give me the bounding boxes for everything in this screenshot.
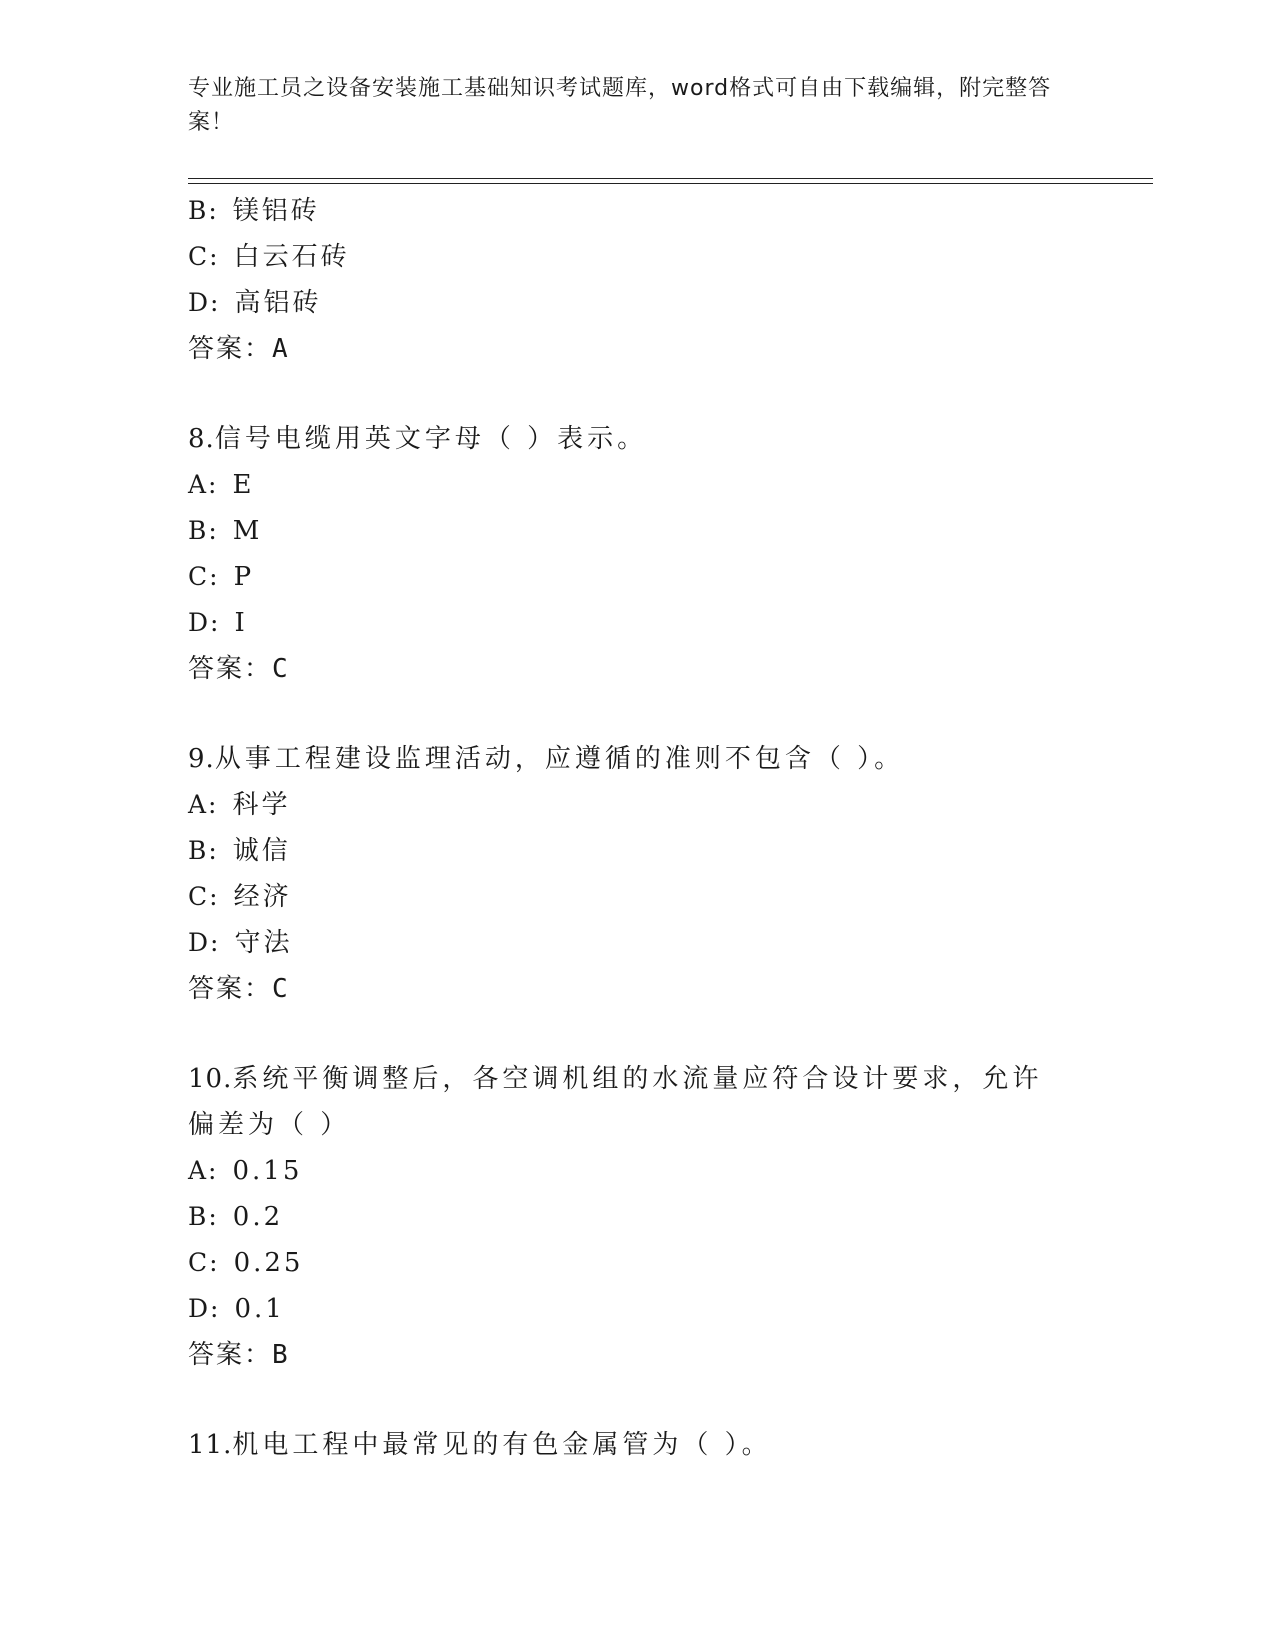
header-text: 专业施工员之设备安装施工基础知识考试题库，word格式可自由下载编辑，附完整答案！: [188, 76, 1052, 135]
answer-line: [188, 326, 1148, 372]
option-text: 0.25: [233, 1248, 304, 1278]
option-label: C:: [188, 1248, 220, 1277]
answer-line: [188, 646, 1148, 692]
option-b: [188, 828, 1148, 874]
option-c: [188, 554, 1148, 600]
answer-label: 答案：: [188, 334, 273, 364]
option-text: 守法: [234, 928, 293, 958]
option-c: [188, 1240, 1148, 1286]
option-text: E: [232, 470, 255, 500]
option-b: [188, 1194, 1148, 1240]
option-label: D:: [188, 288, 221, 317]
option-d: [188, 920, 1148, 966]
question-11: [188, 1422, 1148, 1468]
option-label: B:: [188, 836, 219, 865]
option-text: 高铝砖: [234, 288, 322, 318]
option-label: B:: [188, 196, 219, 225]
question-9: [188, 736, 1148, 782]
option-label: A:: [188, 1156, 219, 1185]
question-number: 8.: [188, 424, 215, 454]
answer-label: 答案：: [188, 974, 273, 1004]
option-text: 白云石砖: [233, 242, 350, 272]
option-text: 0.15: [232, 1156, 303, 1186]
question-text: 系统平衡调整后，各空调机组的水流量应符合设计要求，允许偏差为（ ）: [188, 1064, 1043, 1140]
option-label: C:: [188, 882, 220, 911]
option-label: B:: [188, 1202, 219, 1231]
question-number: 11.: [188, 1430, 233, 1460]
option-text: 科学: [232, 790, 291, 820]
option-d: [188, 600, 1148, 646]
header-rule-bottom: [188, 183, 1153, 184]
option-text: 0.2: [232, 1202, 284, 1232]
option-label: A:: [188, 470, 219, 499]
option-text: 诚信: [232, 836, 291, 866]
question-8: [188, 416, 1148, 462]
question-text: 信号电缆用英文字母（ ）表示。: [214, 424, 648, 454]
document-header: [188, 72, 1068, 140]
answer-line: [188, 1332, 1148, 1378]
answer-value: C: [272, 654, 290, 684]
option-text: I: [234, 608, 248, 638]
option-label: C:: [188, 562, 220, 591]
question-number: 9.: [188, 744, 215, 774]
question-number: 10.: [188, 1064, 233, 1094]
answer-value: A: [272, 334, 290, 364]
answer-value: C: [272, 974, 290, 1004]
answer-line: [188, 966, 1148, 1012]
option-label: C:: [188, 242, 220, 271]
option-b: [188, 508, 1148, 554]
header-rule-top: [188, 178, 1153, 179]
option-text: 0.1: [234, 1294, 285, 1324]
option-c: [188, 234, 1148, 280]
answer-value: B: [272, 1340, 290, 1370]
option-label: A:: [188, 790, 219, 819]
option-c: [188, 874, 1148, 920]
answer-label: 答案：: [188, 1340, 273, 1370]
question-list: [188, 188, 1148, 1468]
option-d: [188, 1286, 1148, 1332]
question-10: [188, 1056, 1068, 1148]
question-text: 机电工程中最常见的有色金属管为（ ）。: [232, 1430, 772, 1460]
option-text: 经济: [233, 882, 292, 912]
option-text: 镁铝砖: [232, 196, 320, 226]
option-text: P: [233, 562, 255, 592]
option-label: B:: [188, 516, 219, 545]
option-d: [188, 280, 1148, 326]
option-a: [188, 782, 1148, 828]
option-text: M: [232, 516, 263, 546]
option-label: D:: [188, 608, 221, 637]
option-a: [188, 462, 1148, 508]
answer-label: 答案：: [188, 654, 273, 684]
option-b: [188, 188, 1148, 234]
option-label: D:: [188, 928, 221, 957]
option-label: D:: [188, 1294, 221, 1323]
option-a: [188, 1148, 1148, 1194]
question-text: 从事工程建设监理活动，应遵循的准则不包含（ ）。: [214, 744, 905, 774]
